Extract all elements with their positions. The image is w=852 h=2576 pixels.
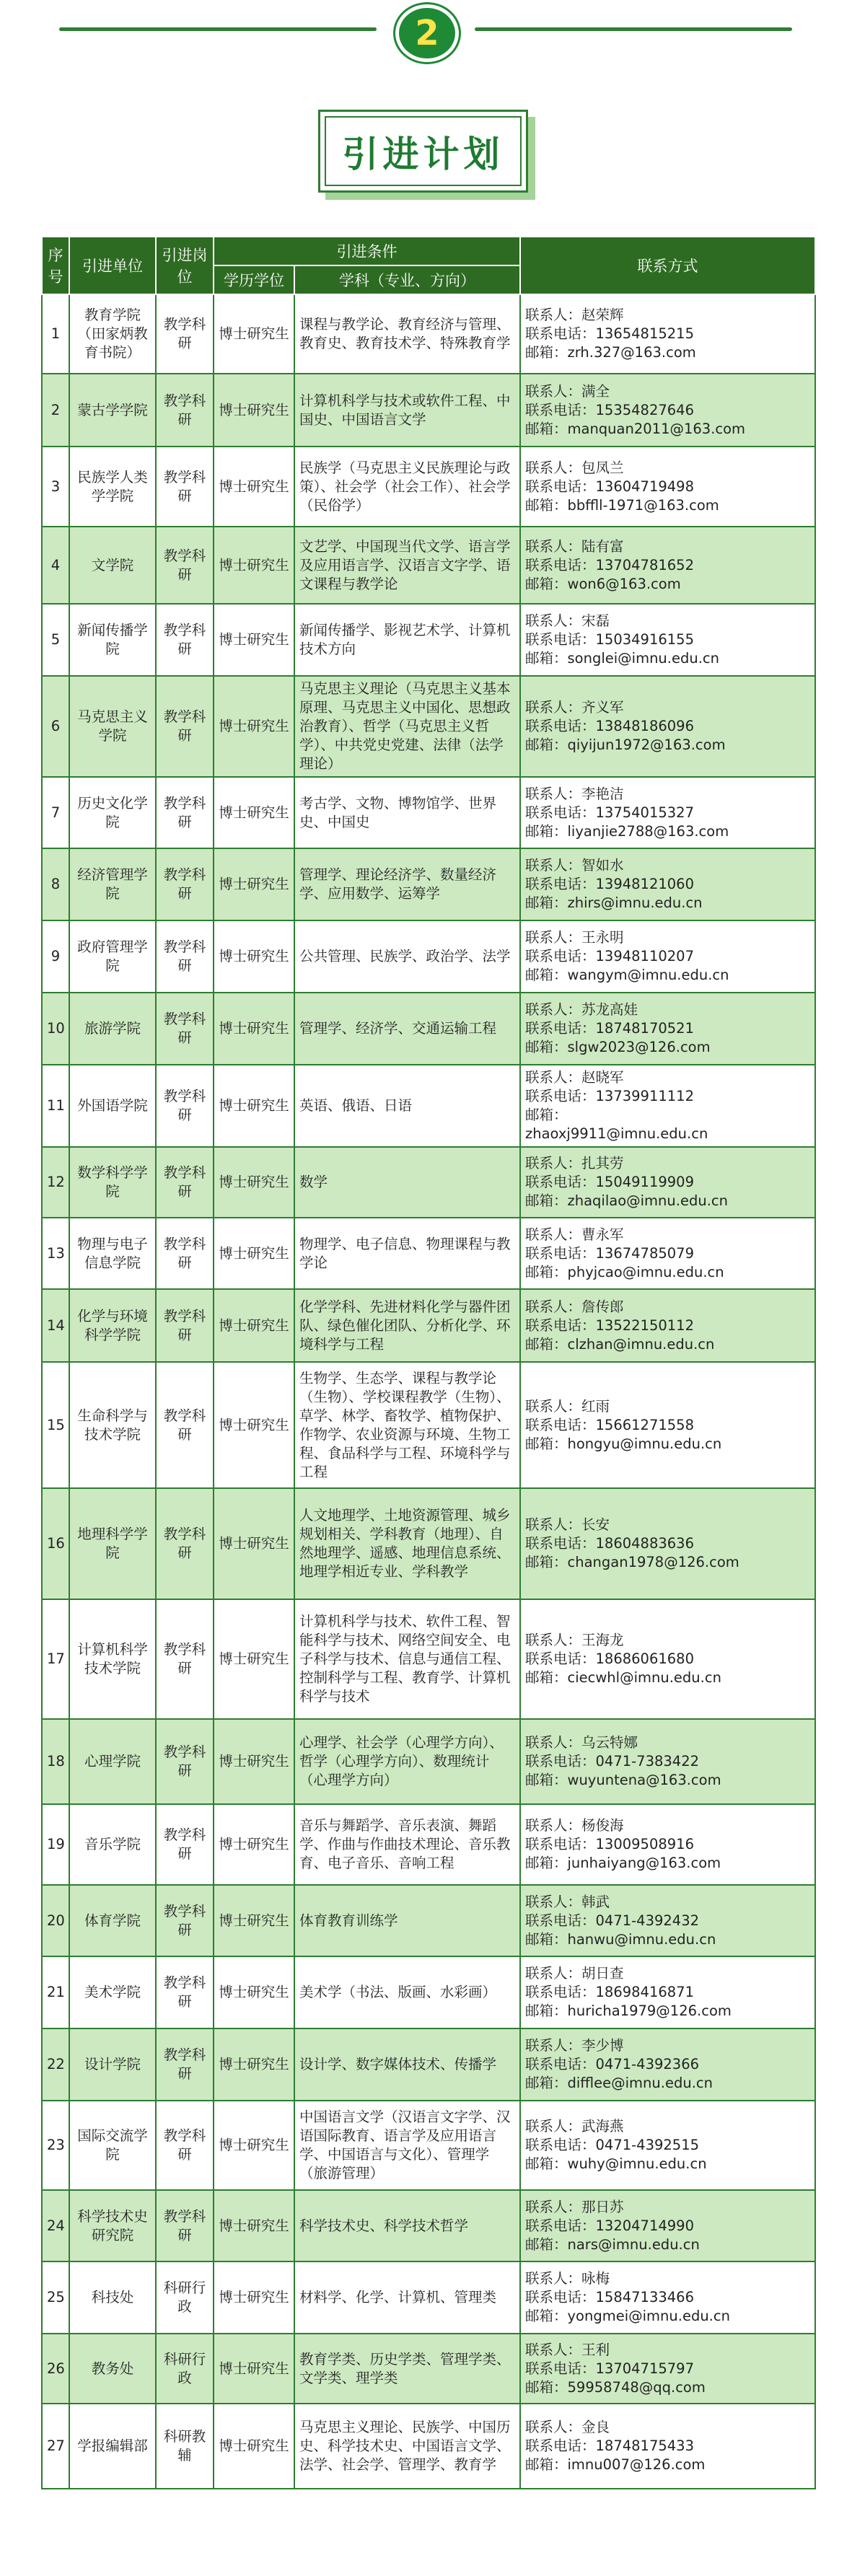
- contact-person: 联系人：武海燕: [525, 2118, 624, 2135]
- contact-email[interactable]: 邮箱：songlei@imnu.edu.cn: [525, 650, 720, 667]
- subject-cell: 马克思主义理论、民族学、中国历史、科学技术史、中国语言文学、法学、社会学、管理学、教育学: [294, 2404, 520, 2489]
- post-cell: 教学科研: [156, 2190, 214, 2261]
- contact-cell: [520, 1804, 815, 1885]
- post-cell: 教学科研: [156, 1488, 214, 1599]
- contact-phone: 联系电话：13522150112: [525, 1316, 694, 1334]
- contact-cell: [520, 1488, 815, 1599]
- subject-cell: 心理学、社会学（心理学方向）、哲学（心理学方向）、数理统计（心理学方向）: [294, 1719, 520, 1804]
- table-row: [42, 1885, 815, 1956]
- post-cell: 教学科研: [156, 527, 214, 604]
- post-cell: 教学科研: [156, 1065, 214, 1147]
- subject-cell: 物理学、电子信息、物理课程与教学论: [294, 1218, 520, 1289]
- subject-cell: 中国语言文学（汉语言文字学、汉语国际教育、语言学及应用语言学、中国语言与文化）、管理学（旅游管理）: [294, 2101, 520, 2190]
- table-row: [42, 2028, 815, 2101]
- contact-email[interactable]: 邮箱：huricha1979@126.com: [525, 2003, 732, 2019]
- degree-cell: 博士研究生: [214, 1956, 294, 2028]
- contact-person: 联系人：王利: [525, 2341, 610, 2358]
- contact-email[interactable]: 邮箱：yongmei@imnu.edu.cn: [525, 2308, 730, 2324]
- table-row: [42, 676, 815, 777]
- row-number: 5: [42, 604, 69, 676]
- subject-cell: 科学技术史、科学技术哲学: [294, 2190, 520, 2261]
- table-row: [42, 2101, 815, 2190]
- table-row: [42, 1488, 815, 1599]
- degree-cell: 博士研究生: [214, 1065, 294, 1147]
- contact-phone: 联系电话：15034916155: [525, 631, 694, 648]
- contact-person: 联系人：长安: [525, 1516, 610, 1533]
- section-title-box: [318, 110, 535, 200]
- degree-cell: 博士研究生: [214, 2334, 294, 2404]
- unit-cell: 美术学院: [69, 1956, 156, 2028]
- degree-cell: 博士研究生: [214, 676, 294, 777]
- contact-phone: 联系电话：13604719498: [525, 478, 694, 495]
- degree-cell: 博士研究生: [214, 294, 294, 374]
- degree-cell: 博士研究生: [214, 2028, 294, 2101]
- contact-phone: 联系电话：0471-4392432: [525, 1912, 700, 1929]
- row-number: 4: [42, 527, 69, 604]
- contact-person: 联系人：王永明: [525, 929, 624, 946]
- unit-cell: 旅游学院: [69, 993, 156, 1065]
- unit-cell: 数学科学学院: [69, 1147, 156, 1218]
- degree-cell: 博士研究生: [214, 2261, 294, 2334]
- contact-email[interactable]: 邮箱：nars@imnu.edu.cn: [525, 2236, 700, 2253]
- contact-cell: [520, 676, 815, 777]
- contact-cell: [520, 2190, 815, 2261]
- unit-cell: 马克思主义学院: [69, 676, 156, 777]
- contact-cell: [520, 993, 815, 1065]
- row-number: 14: [42, 1289, 69, 1362]
- subject-cell: 文艺学、中国现当代文学、语言学及应用语言学、汉语言文字学、语文课程与教学论: [294, 527, 520, 604]
- row-number: 13: [42, 1218, 69, 1289]
- degree-cell: 博士研究生: [214, 1885, 294, 1956]
- contact-cell: [520, 1218, 815, 1289]
- contact-person: 联系人：赵荣辉: [525, 307, 624, 323]
- subject-cell: 设计学、数字媒体技术、传播学: [294, 2028, 520, 2101]
- contact-cell: [520, 447, 815, 527]
- table-row: [42, 993, 815, 1065]
- contact-person: 联系人：赵晓军: [525, 1069, 624, 1086]
- header-degree: 学历学位: [214, 265, 294, 294]
- row-number: 22: [42, 2028, 69, 2101]
- contact-person: 联系人：韩武: [525, 1893, 610, 1910]
- subject-cell: 体育教育训练学: [294, 1885, 520, 1956]
- contact-phone: 联系电话：13704715797: [525, 2360, 694, 2377]
- row-number: 18: [42, 1719, 69, 1804]
- degree-cell: 博士研究生: [214, 374, 294, 447]
- unit-cell: 物理与电子信息学院: [69, 1218, 156, 1289]
- unit-cell: 民族学人类学学院: [69, 447, 156, 527]
- contact-email[interactable]: 邮箱：changan1978@126.com: [525, 1554, 739, 1570]
- post-cell: 科研行政: [156, 2334, 214, 2404]
- subject-cell: 课程与教学论、教育经济与管理、教育史、教育技术学、特殊教育学: [294, 294, 520, 374]
- subject-cell: 化学学科、先进材料化学与器件团队、绿色催化团队、分析化学、环境科学与工程: [294, 1289, 520, 1362]
- post-cell: 教学科研: [156, 1599, 214, 1719]
- table-row: [42, 848, 815, 920]
- contact-person: 联系人：金良: [525, 2419, 610, 2435]
- unit-cell: 外国语学院: [69, 1065, 156, 1147]
- contact-person: 联系人：宋磊: [525, 612, 610, 629]
- subject-cell: 考古学、文物、博物馆学、世界史、中国史: [294, 777, 520, 848]
- contact-phone: 联系电话：18698416871: [525, 1984, 694, 2000]
- row-number: 25: [42, 2261, 69, 2334]
- post-cell: 教学科研: [156, 920, 214, 993]
- degree-cell: 博士研究生: [214, 1147, 294, 1218]
- unit-cell: 化学与环境科学学院: [69, 1289, 156, 1362]
- contact-email[interactable]: 邮箱：wuhy@imnu.edu.cn: [525, 2155, 707, 2172]
- post-cell: 教学科研: [156, 374, 214, 447]
- subject-cell: 马克思主义理论（马克思主义基本原理、马克思主义中国化、思想政治教育）、哲学（马克思主义哲学）、中共党史党建、法律（法学理论）: [294, 676, 520, 777]
- row-number: 10: [42, 993, 69, 1065]
- contact-email[interactable]: 邮箱：manquan2011@163.com: [525, 420, 746, 437]
- contact-person: 联系人：满全: [525, 382, 610, 400]
- contact-email[interactable]: 邮箱：hongyu@imnu.edu.cn: [525, 1435, 722, 1452]
- unit-cell: 政府管理学院: [69, 920, 156, 993]
- section-title: 引进计划: [342, 133, 504, 175]
- degree-cell: 博士研究生: [214, 777, 294, 848]
- contact-person: 联系人：陆有富: [525, 537, 624, 555]
- contact-email[interactable]: 邮箱：: [525, 1107, 568, 1123]
- contact-email[interactable]: 邮箱：ciecwhl@imnu.edu.cn: [525, 1669, 721, 1686]
- divider-line-right: [475, 27, 792, 31]
- contact-phone: 联系电话：15661271558: [525, 1416, 694, 1433]
- degree-cell: 博士研究生: [214, 1719, 294, 1804]
- header-contact: 联系方式: [520, 237, 815, 294]
- degree-cell: 博士研究生: [214, 1289, 294, 1362]
- unit-cell: 教务处: [69, 2334, 156, 2404]
- contact-email[interactable]: 邮箱：zhirs@imnu.edu.cn: [525, 894, 703, 911]
- contact-phone: 联系电话：13739911112: [525, 1088, 694, 1104]
- contact-person: 联系人：胡日查: [525, 1965, 624, 1982]
- row-number: 24: [42, 2190, 69, 2261]
- unit-cell: 学报编辑部: [69, 2404, 156, 2489]
- contact-person: 联系人：李少博: [525, 2037, 624, 2054]
- contact-cell: [520, 2028, 815, 2101]
- row-number: 19: [42, 1804, 69, 1885]
- degree-cell: 博士研究生: [214, 2404, 294, 2489]
- table-row: [42, 1599, 815, 1719]
- degree-cell: 博士研究生: [214, 527, 294, 604]
- table-row: [42, 1719, 815, 1804]
- header-conditions: 引进条件: [214, 237, 520, 265]
- table-body: [42, 294, 815, 2489]
- row-number: 8: [42, 848, 69, 920]
- table-row: [42, 1956, 815, 2028]
- subject-cell: 美术学（书法、版画、水彩画）: [294, 1956, 520, 2028]
- post-cell: 教学科研: [156, 294, 214, 374]
- unit-cell: 文学院: [69, 527, 156, 604]
- contact-email[interactable]: 邮箱：clzhan@imnu.edu.cn: [525, 1335, 715, 1353]
- post-cell: 教学科研: [156, 1289, 214, 1362]
- row-number: 1: [42, 294, 69, 374]
- contact-email[interactable]: 邮箱：59958748@qq.com: [525, 2378, 706, 2396]
- subject-cell: 计算机科学与技术、软件工程、智能科学与技术、网络空间安全、电子科学与技术、信息与通信工程、控制科学与工程、教育学、计算机科学与技术: [294, 1599, 520, 1719]
- contact-person: 联系人：咏梅: [525, 2270, 610, 2287]
- contact-phone: 联系电话：0471-4392366: [525, 2056, 700, 2072]
- contact-phone: 联系电话：15354827646: [525, 401, 694, 418]
- table-row: [42, 374, 815, 447]
- post-cell: 教学科研: [156, 993, 214, 1065]
- contact-email[interactable]: 邮箱：zrh.327@163.com: [525, 344, 696, 361]
- contact-cell: [520, 1065, 815, 1147]
- divider-line-left: [59, 27, 377, 31]
- post-cell: 教学科研: [156, 604, 214, 676]
- degree-cell: 博士研究生: [214, 1488, 294, 1599]
- post-cell: 教学科研: [156, 777, 214, 848]
- contact-email[interactable]: 邮箱：won6@163.com: [525, 575, 681, 592]
- unit-cell: 历史文化学院: [69, 777, 156, 848]
- row-number: 3: [42, 447, 69, 527]
- title-frame: [318, 110, 528, 193]
- contact-email[interactable]: 邮箱：slgw2023@126.com: [525, 1039, 711, 1055]
- row-number: 2: [42, 374, 69, 447]
- unit-cell: 心理学院: [69, 1719, 156, 1804]
- contact-email[interactable]: 邮箱：qiyijun1972@163.com: [525, 737, 726, 753]
- table-row: [42, 2404, 815, 2489]
- contact-phone: 联系电话：15049119909: [525, 1174, 694, 1190]
- subject-cell: 民族学（马克思主义民族理论与政策）、社会学（社会工作）、社会学（民俗学）: [294, 447, 520, 527]
- unit-cell: 计算机科学技术学院: [69, 1599, 156, 1719]
- post-cell: 教学科研: [156, 1147, 214, 1218]
- subject-cell: 新闻传播学、影视艺术学、计算机技术方向: [294, 604, 520, 676]
- unit-cell: 蒙古学学院: [69, 374, 156, 447]
- subject-cell: 公共管理、民族学、政治学、法学: [294, 920, 520, 993]
- subject-cell: 英语、俄语、日语: [294, 1065, 520, 1147]
- row-number: 20: [42, 1885, 69, 1956]
- contact-cell: [520, 920, 815, 993]
- contact-email[interactable]: 邮箱：liyanjie2788@163.com: [525, 822, 729, 840]
- degree-cell: 博士研究生: [214, 1218, 294, 1289]
- table-row: [42, 1289, 815, 1362]
- post-cell: 教学科研: [156, 447, 214, 527]
- contact-person: 联系人：包凤兰: [525, 459, 624, 476]
- contact-phone: 联系电话：13204714990: [525, 2217, 694, 2234]
- unit-cell: 地理科学学院: [69, 1488, 156, 1599]
- subject-cell: 计算机科学与技术或软件工程、中国史、中国语言文学: [294, 374, 520, 447]
- contact-person: 联系人：红雨: [525, 1397, 610, 1415]
- contact-phone: 联系电话：18748175433: [525, 2437, 694, 2454]
- post-cell: 教学科研: [156, 1719, 214, 1804]
- row-number: 26: [42, 2334, 69, 2404]
- contact-email2[interactable]: zhaoxj9911@imnu.edu.cn: [525, 1125, 708, 1142]
- degree-cell: 博士研究生: [214, 1362, 294, 1488]
- contact-person: 联系人：李艳洁: [525, 785, 624, 802]
- contact-cell: [520, 374, 815, 447]
- degree-cell: 博士研究生: [214, 2190, 294, 2261]
- contact-cell: [520, 848, 815, 920]
- unit-cell: 体育学院: [69, 1885, 156, 1956]
- contact-phone: 联系电话：13704781652: [525, 556, 694, 573]
- row-number: 27: [42, 2404, 69, 2489]
- post-cell: 教学科研: [156, 1218, 214, 1289]
- contact-cell: [520, 1719, 815, 1804]
- post-cell: 教学科研: [156, 1885, 214, 1956]
- contact-cell: [520, 604, 815, 676]
- header-subject: 学科（专业、方向）: [294, 265, 520, 294]
- unit-cell: 新闻传播学院: [69, 604, 156, 676]
- contact-person: 联系人：乌云特娜: [525, 1734, 638, 1751]
- post-cell: 教学科研: [156, 1362, 214, 1488]
- header-unit: 引进单位: [69, 237, 156, 294]
- post-cell: 教学科研: [156, 676, 214, 777]
- title-inner-frame: [325, 116, 522, 186]
- contact-phone: 联系电话：13009508916: [525, 1836, 694, 1852]
- table-row: [42, 2261, 815, 2334]
- subject-cell: 管理学、经济学、交通运输工程: [294, 993, 520, 1065]
- post-cell: 教学科研: [156, 1956, 214, 2028]
- contact-phone: 联系电话：18604883636: [525, 1535, 694, 1552]
- row-number: 17: [42, 1599, 69, 1719]
- contact-person: 联系人：那日苏: [525, 2198, 624, 2215]
- table-row: [42, 1065, 815, 1147]
- post-cell: 教学科研: [156, 848, 214, 920]
- table-row: [42, 1218, 815, 1289]
- contact-phone: 联系电话：0471-4392515: [525, 2137, 700, 2153]
- contact-cell: [520, 1362, 815, 1488]
- contact-email[interactable]: 邮箱：bbffll-1971@163.com: [525, 496, 719, 514]
- contact-email[interactable]: 邮箱：phyjcao@imnu.edu.cn: [525, 1263, 724, 1280]
- row-number: 12: [42, 1147, 69, 1218]
- subject-cell: 材料学、化学、计算机、管理类: [294, 2261, 520, 2334]
- contact-cell: [520, 2334, 815, 2404]
- degree-cell: 博士研究生: [214, 604, 294, 676]
- contact-phone: 联系电话：0471-7383422: [525, 1753, 700, 1770]
- contact-cell: [520, 2404, 815, 2489]
- contact-cell: [520, 777, 815, 848]
- contact-email[interactable]: 邮箱：junhaiyang@163.com: [525, 1855, 721, 1871]
- contact-phone: 联系电话：18748170521: [525, 1020, 694, 1037]
- contact-phone: 联系电话：13654815215: [525, 325, 694, 342]
- table-row: [42, 920, 815, 993]
- contact-cell: [520, 2101, 815, 2190]
- contact-person: 联系人：智如水: [525, 857, 624, 874]
- contact-person: 联系人：苏龙高娃: [525, 1001, 638, 1018]
- header-seq: 序号: [42, 237, 69, 294]
- contact-phone: 联系电话：13674785079: [525, 1244, 694, 1262]
- row-number: 15: [42, 1362, 69, 1488]
- post-cell: 教学科研: [156, 2028, 214, 2101]
- contact-phone: 联系电话：18686061680: [525, 1650, 694, 1667]
- table-row: [42, 2334, 815, 2404]
- contact-email[interactable]: 邮箱：zhaqilao@imnu.edu.cn: [525, 1192, 728, 1209]
- row-number: 11: [42, 1065, 69, 1147]
- degree-cell: 博士研究生: [214, 1599, 294, 1719]
- post-cell: 科研行政: [156, 2261, 214, 2334]
- contact-person: 联系人：曹永军: [525, 1226, 624, 1243]
- contact-person: 联系人：杨俊海: [525, 1817, 624, 1834]
- contact-phone: 联系电话：13848186096: [525, 718, 694, 734]
- unit-cell: 音乐学院: [69, 1804, 156, 1885]
- post-cell: 教学科研: [156, 1804, 214, 1885]
- post-cell: 教学科研: [156, 2101, 214, 2190]
- unit-cell: 国际交流学院: [69, 2101, 156, 2190]
- section-number-badge: 2: [395, 4, 459, 62]
- contact-email[interactable]: 邮箱：wangym@imnu.edu.cn: [525, 967, 729, 983]
- unit-cell: 生命科学与技术学院: [69, 1362, 156, 1488]
- table-row: [42, 777, 815, 848]
- contact-cell: [520, 1956, 815, 2028]
- contact-cell: [520, 1885, 815, 1956]
- contact-cell: [520, 527, 815, 604]
- degree-cell: 博士研究生: [214, 2101, 294, 2190]
- table-row: [42, 447, 815, 527]
- contact-person: 联系人：扎其劳: [525, 1155, 624, 1171]
- table-row: [42, 1147, 815, 1218]
- table-row: [42, 1362, 815, 1488]
- row-number: 23: [42, 2101, 69, 2190]
- degree-cell: 博士研究生: [214, 1804, 294, 1885]
- row-number: 7: [42, 777, 69, 848]
- table-row: [42, 2190, 815, 2261]
- row-number: 16: [42, 1488, 69, 1599]
- contact-email[interactable]: 邮箱：hanwu@imnu.edu.cn: [525, 1930, 716, 1948]
- recruitment-table: [41, 236, 816, 2489]
- contact-phone: 联系电话：15847133466: [525, 2289, 694, 2305]
- unit-cell: 教育学院（田家炳教育书院）: [69, 294, 156, 374]
- subject-cell: 数学: [294, 1147, 520, 1218]
- contact-cell: [520, 2261, 815, 2334]
- table-row: [42, 294, 815, 374]
- row-number: 21: [42, 1956, 69, 2028]
- contact-email[interactable]: 邮箱：wuyuntena@163.com: [525, 1772, 721, 1788]
- contact-cell: [520, 1289, 815, 1362]
- table-row: [42, 1804, 815, 1885]
- table-row: [42, 604, 815, 676]
- row-number: 9: [42, 920, 69, 993]
- unit-cell: 科技处: [69, 2261, 156, 2334]
- contact-email[interactable]: 邮箱：imnu007@126.com: [525, 2456, 706, 2473]
- subject-cell: 人文地理学、土地资源管理、城乡规划相关、学科教育（地理）、自然地理学、遥感、地理信息系统、地理学相近专业、学科教学: [294, 1488, 520, 1599]
- contact-email[interactable]: 邮箱：difflee@imnu.edu.cn: [525, 2075, 713, 2091]
- subject-cell: 生物学、生态学、课程与教学论（生物）、学校课程教学（生物）、草学、林学、畜牧学、植物保护、作物学、农业资源与环境、生物工程、食品科学与工程、环境科学与工程: [294, 1362, 520, 1488]
- contact-cell: [520, 294, 815, 374]
- contact-person: 联系人：詹传郎: [525, 1298, 624, 1315]
- contact-cell: [520, 1147, 815, 1218]
- header-post: 引进岗位: [156, 237, 214, 294]
- unit-cell: 科学技术史研究院: [69, 2190, 156, 2261]
- subject-cell: 教育学类、历史学类、管理学类、文学类、理学类: [294, 2334, 520, 2404]
- unit-cell: 设计学院: [69, 2028, 156, 2101]
- degree-cell: 博士研究生: [214, 993, 294, 1065]
- unit-cell: 经济管理学院: [69, 848, 156, 920]
- degree-cell: 博士研究生: [214, 848, 294, 920]
- post-cell: 科研教辅: [156, 2404, 214, 2489]
- degree-cell: 博士研究生: [214, 447, 294, 527]
- subject-cell: 管理学、理论经济学、数量经济学、应用数学、运筹学: [294, 848, 520, 920]
- contact-person: 联系人：王海龙: [525, 1632, 624, 1648]
- contact-person: 联系人：齐义军: [525, 699, 624, 716]
- subject-cell: 音乐与舞蹈学、音乐表演、舞蹈学、作曲与作曲技术理论、音乐教育、电子音乐、音响工程: [294, 1804, 520, 1885]
- contact-phone: 联系电话：13948110207: [525, 948, 694, 964]
- contact-cell: [520, 1599, 815, 1719]
- section-header: [0, 0, 852, 65]
- row-number: 6: [42, 676, 69, 777]
- table-row: [42, 527, 815, 604]
- degree-cell: 博士研究生: [214, 920, 294, 993]
- contact-phone: 联系电话：13754015327: [525, 804, 694, 821]
- contact-phone: 联系电话：13948121060: [525, 876, 694, 892]
